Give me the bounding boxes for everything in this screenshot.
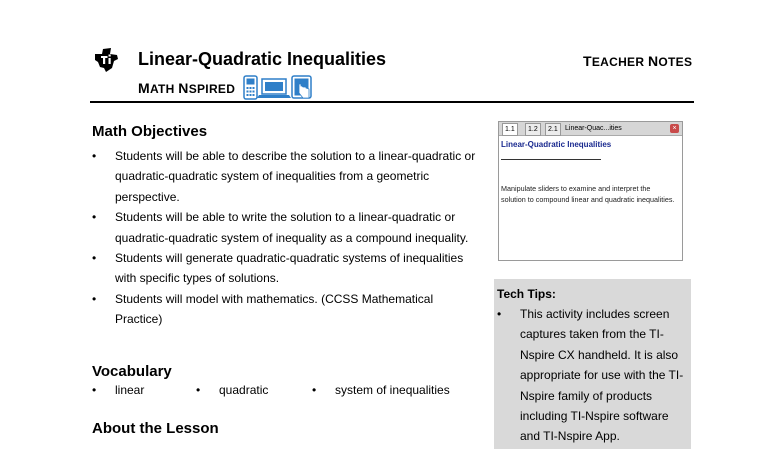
- screen-body-text: Manipulate sliders to examine and interpret the solution to compound linear and quadratic inequalities.: [501, 184, 675, 204]
- close-icon: ×: [670, 124, 679, 133]
- list-item: • Students will model with mathematics. (CCSS Mathematical Practice): [92, 289, 477, 330]
- tech-tips-box: [494, 279, 691, 449]
- screen-doc-title: Linear-Quac...ities: [565, 125, 622, 132]
- document-title: Linear-Quadratic Inequalities: [138, 49, 387, 69]
- screen-tab: 2.1: [545, 123, 561, 136]
- list-item: • This activity includes screen captures taken from the TI-Nspire CX handheld. It is also appropriate for use with the TI-Nspire family of products including TI-Nspire software and TI-Nspire App.: [497, 304, 687, 447]
- vocab-item: • quadratic: [196, 383, 269, 397]
- vocab-item: • system of inequalities: [312, 383, 450, 397]
- list-item: • Students will be able to write the solution to a linear-quadratic or quadratic-quadratic system of inequality as a compound inequality.: [92, 207, 477, 248]
- screen-divider: [501, 159, 601, 160]
- devices-icon: [243, 74, 313, 100]
- about-lesson-heading: About the Lesson: [92, 420, 219, 437]
- screen-heading: Linear-Quadratic Inequalities: [501, 140, 612, 149]
- list-item: • Students will generate quadratic-quadratic systems of inequalities with specific types of solutions.: [92, 248, 477, 289]
- calculator-screenshot: [498, 121, 683, 261]
- vocab-item: • linear: [92, 383, 145, 397]
- ti-logo-icon: [92, 44, 122, 74]
- tech-tips-list: [497, 304, 687, 447]
- teacher-notes-label: TEACHER NOTES: [583, 53, 693, 69]
- screen-tab: 1.2: [525, 123, 541, 136]
- math-objectives-heading: Math Objectives: [92, 123, 208, 140]
- list-item: • Students will be able to describe the solution to a linear-quadratic or quadratic-quadratic system of inequalities from a geometric perspective.: [92, 146, 477, 207]
- objectives-list: [92, 146, 477, 330]
- tech-tips-heading: Tech Tips:: [497, 287, 556, 301]
- subtitle: MATH NSPIRED: [138, 80, 236, 96]
- vocabulary-heading: Vocabulary: [92, 363, 172, 380]
- header-divider: [90, 101, 694, 103]
- screen-tab: 1.1: [502, 123, 518, 136]
- screen-tab-bar: [499, 122, 682, 136]
